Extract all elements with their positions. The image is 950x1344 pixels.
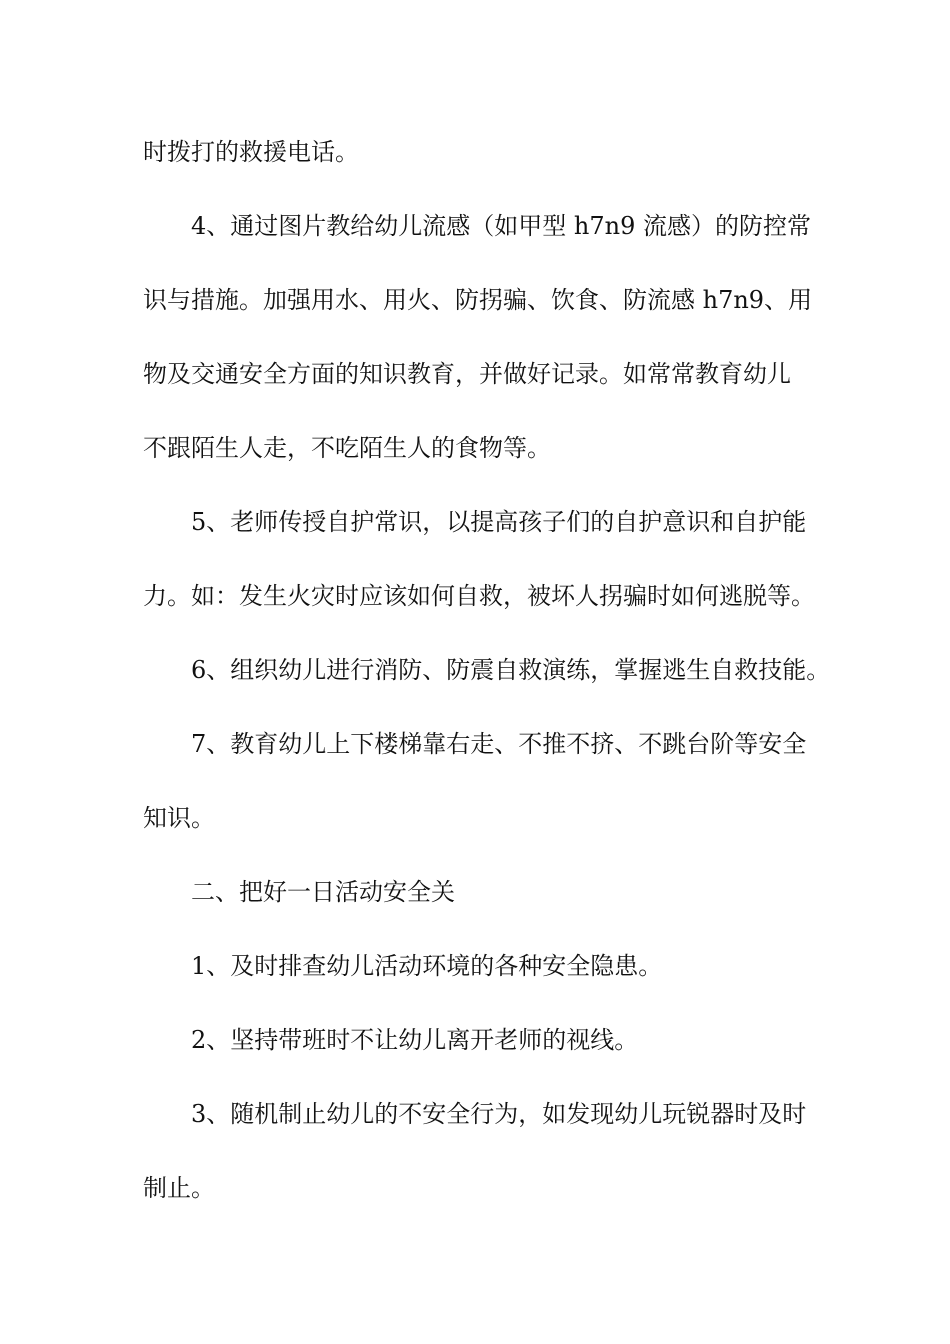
text-line: 7、教育幼儿上下楼梯靠右走、不推不挤、不跳台阶等安全 <box>191 730 807 758</box>
text-line: 不跟陌生人走，不吃陌生人的食物等。 <box>143 434 551 462</box>
text-line: 识与措施。加强用水、用火、防拐骗、饮食、防流感 h7n9、用 <box>143 286 813 314</box>
text-line: 3、随机制止幼儿的不安全行为，如发现幼儿玩锐器时及时 <box>191 1100 807 1128</box>
section-heading: 二、把好一日活动安全关 <box>191 878 455 906</box>
text-line: 5、老师传授自护常识，以提高孩子们的自护意识和自护能 <box>191 508 807 536</box>
text-line: 1、及时排查幼儿活动环境的各种安全隐患。 <box>191 952 663 980</box>
text-line: 物及交通安全方面的知识教育，并做好记录。如常常教育幼儿 <box>143 360 791 388</box>
text-line: 力。如：发生火灾时应该如何自救，被坏人拐骗时如何逃脱等。 <box>143 582 815 610</box>
text-line: 4、通过图片教给幼儿流感（如甲型 h7n9 流感）的防控常 <box>191 212 811 240</box>
text-line: 时拨打的救援电话。 <box>143 138 359 166</box>
text-line: 知识。 <box>143 804 215 832</box>
text-line: 2、坚持带班时不让幼儿离开老师的视线。 <box>191 1026 639 1054</box>
document-body <box>143 128 831 1238</box>
text-line: 6、组织幼儿进行消防、防震自救演练，掌握逃生自救技能。 <box>191 656 831 684</box>
text-line: 制止。 <box>143 1174 215 1202</box>
